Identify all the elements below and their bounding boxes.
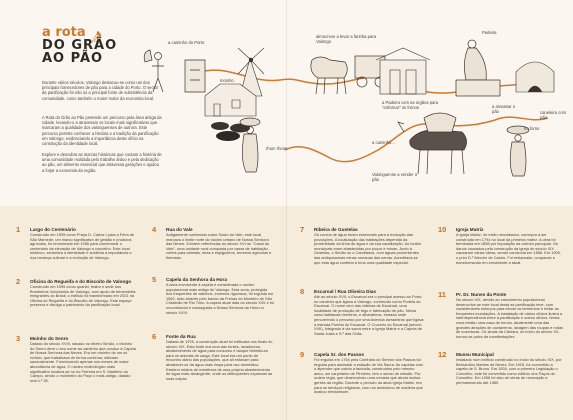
point-text-2: Construído em 1995 como quartel, teatro e sede dos Bombeiros Voluntários de Valongo, com apoio de benemérita emigrantes do Brasil, o edifício foi transformado em 2021 na Oficina do Regueifa e do Biscoito de Valongo. Este espaço preserva e divulga o património da panificação local. xyxy=(30,284,136,308)
label-valonguense: Valonguense a vender o pão xyxy=(372,172,418,183)
title-article: a xyxy=(42,25,56,40)
point-text-8: Até ao século XVII, o Escaroal era o principal acesso ao Porto, no caminho que ligava a Valongo, conhecido como Portela do Escaroal. O nome vem das videiras de Escaroal, uma localidade de produção de trigo e fabricação de pão. Nesta zona habitavam ferreiros, e albardeiros, estrada onde percorrendo o percurso por uma Avenida lavradeiras que ligava a estrada Portela do Escaroal. O Cruzeiro do Escaroal (século XVII), integrado à via sacra entre a Igreja Matriz e a Capela de Santa Justa e S.º das Chãs. xyxy=(314,294,424,336)
point-title-9: Capela Sr. dos Passos xyxy=(314,352,365,357)
label-almocreve: almocreve a levar a farinha para Valongo xyxy=(316,34,377,45)
label-rhom: rhom rhom! xyxy=(266,146,288,151)
padeira-illustration xyxy=(456,40,500,96)
horse-cart-illustration xyxy=(311,56,385,94)
bakery-building-illustration xyxy=(376,48,430,94)
label-moinho: moinho xyxy=(220,78,234,83)
point-number-12: 12 xyxy=(438,350,447,359)
point-text-4: Antigamente conhecida como Souto do Vale, este local marcava o limite norte do núcleo urbano de Nossa Senhora das Neves. Existem referências do século XVI ao "Casal do Vale", uma unidade rural composta por casas de habitação, cortes para animais, eiras e espigueiros, terrenos agrícolas e florestas. xyxy=(166,232,272,260)
point-number-7: 7 xyxy=(300,225,305,234)
point-number-2: 2 xyxy=(16,277,21,286)
point-title-2: Oficina do Regueifa e do Biscoito de Valongo xyxy=(30,279,132,284)
point-text-10: A Igreja Matriz, de estilo neoclássico, começou a ser construída em 1794 no local da primeira matriz. A obra foi terminada em 1858 por imposição da colecta paroquial. Os danos causados pela construção da igreja do século XIX causaram várias obras, sendo concluída em 1856. Em 1905, o prior D.º Alecrim de Castro. Foi restaurado, ocupando e transformando em envolvente a atual. xyxy=(456,232,561,265)
route-title xyxy=(42,26,117,65)
point-title-10: Igreja Matriz xyxy=(456,227,484,232)
point-text-12: Instalado num edifício construído no início do século XIX, por Bernardino Martins de Neves. Em 1925, foi convertido a capela de S. Bruno. Em 1834, com a primeira Legislação o Concelho, este foi convertido como edifício dos Paços do Concelho. Em 1956 foi alvo de obras de renovação e permanecendo até 1989. xyxy=(456,357,562,385)
point-number-10: 10 xyxy=(438,225,447,234)
point-title-7: Ribeira de Gustelas xyxy=(314,227,358,232)
title-rota: rota xyxy=(55,25,86,40)
label-amassar: a amassar o pão xyxy=(492,104,516,115)
point-title-3: Moinho do Senro xyxy=(30,336,69,341)
point-text-6: Datada de 1978, a construção atual foi edificada nos finais do século XIX. Esta fonte era uma das fontes, lavadouros, abastecimento de água para consumo e tanque bebedouro para os animais de carga. Este local era um ponto de encontro diário das populações, que ali estavam para abastecer-se da água mais limpa para uso doméstico. Existem relatos de existência de uma própria abastecimento de água mais abrangente, onde os delinquentes expiavam as suas culpas. xyxy=(166,339,273,381)
point-title-4: Rua do Vale xyxy=(166,227,193,232)
point-title-12: Museu Municipal xyxy=(456,352,494,357)
point-number-6: 6 xyxy=(152,332,157,341)
point-text-9: Foi erguida em 1754 pela Confraria do Senhor dos Passos foi erguida para assinalar a estação de Via Sacra. As capelas com o alpendre que cobria a fachada, construídos pelo mesmo autor, um carpinteiro de Pinheiro, tem o senso de missão. Por ordem régia, que desenvolveu uma romaria que atraía muitas gentes da região. Durante o período da atual Igreja Matriz, era para os serviços religiosos, com um acréscimo de madeira que acabou remanescer. xyxy=(314,357,424,395)
point-number-1: 1 xyxy=(16,225,21,234)
title-line3: AO PÃO xyxy=(42,51,104,66)
point-text-3: Datado do século XVIII, situado no ribeiro Simão, o Moinho do Senro deve o seu nome ao caminho que conduz à Capela de Nossa Senhora das Neves. Era um moinho de um só rodízio, que trabalhava de forma contínua, utilizado sazonalmente. Funcionando apenas nos meses de maior abundância de água. O núcleo molinológico mais significativo localiza-se no rio Ferreira em S. Martinho do Campo, sendo o moinheiro do Paço o mais antigo, datado real n.º 35. xyxy=(30,341,136,383)
point-number-5: 5 xyxy=(152,275,157,284)
intro-paragraph-1: Durante vários séculos, Valongo destacou-se como um dos principais fornecedores de pão para a cidade do Porto. O sector da panificação foi não só a principal fonte de subsistência da comunidade, como também o maior motor da economia local. xyxy=(42,80,159,101)
point-title-6: Fonte da Rua xyxy=(166,334,196,339)
label-caneleira: caneleira com pão xyxy=(540,110,567,121)
label-padeira: Padeira xyxy=(482,30,497,35)
intro-paragraph-3: Explore e descubra as marcas históricas que contam a história de uma comunidade moldada pelo trabalho árduo e pela dedicação ao pão, um alimento essencial que atravessa gerações e ajudou a forjar a economia da região. xyxy=(42,152,162,173)
intro-paragraph-2: A Rota do Grão ao Pão pretende um percurso pela área antiga da cidade, levando-o a atravessar os locais mais significativos que marcaram a qualidade dos valonguenses de outrora. Este percurso permite conhecer a história e a tradição da panificação em Valongo, evidenciando a importância deste ofício na construção da identidade local. xyxy=(42,115,162,147)
donkey-illustration xyxy=(398,113,467,174)
point-number-9: 9 xyxy=(300,350,305,359)
label-caminho: a caminho... xyxy=(372,140,395,145)
title-line2: DO GRÃO xyxy=(42,38,118,53)
point-number-3: 3 xyxy=(16,334,21,343)
oven-illustration xyxy=(516,62,554,92)
walking-woman-illustration xyxy=(507,126,529,176)
point-number-11: 11 xyxy=(438,290,446,299)
point-title-5: Capela da Senhora da Hora xyxy=(166,277,227,282)
label-padeira-forno: a Padeira com as orgãos para "enfornar" os fornos xyxy=(382,100,439,111)
point-text-7: Os cursos de água foram essenciais para a evolução das povoações. A localização das habitações dependia da proximidade da linha de água e da sua canalização. As fontes municipais eram abastecidas por poços e minas. Junto à Gustelas, o Simão ou o Cambados, com águas provenientes das antiquíssimas minas romanas das serras. Acreditava-se que esta água conferia à broa uma qualidade especial. xyxy=(314,232,421,265)
point-number-4: 4 xyxy=(152,225,157,234)
point-title-11: Pr. Dr. Nunes da Ponte xyxy=(456,292,507,297)
point-text-5: A área envolvente à capela é considerada o núcleo populacional mais antigo de Valongo. Esta zona, protegida dos frequentes de valinhos, invernos rigorosos, foi erguida em 1562, tudo através pelo bando da Freiras do Mosteiro de São Cristóvão de Rio Tinto. A capela atual data do século XVII e foi reconstruída e consagrada a Nossa Senhora da Hora no século XVIII. xyxy=(166,282,274,315)
point-text-11: No século XIX, devido ao crescimento populacional desenvolve-se este local desta as panificação teve, com consideráveis esforços para elevar os fermentos e evitar as frequentes inundações. A instalação de vários ofícios ilustra a interdependência entre a panificação e outros ofícios. Nesta zona existiu uma casa de fornos, atualmente uma das grandes atrações de cantareiros, lavagem das roupas e rodas de cozeduras. Os sinais da Câmara, no início do século XX, tornou-se palco de manifestações. xyxy=(456,297,564,339)
point-text-1: Construído em 1995 como Praça D. Carlos I para a Feira de São Mamede, um marco significativo de gestão e produtos agrícolas, foi renomeado em 1956 para comemorar o centenário da elevação de Valongo a concelho. Este local histórico, simboliza a identidade e sublinha a importância e rica herança cultural e a evolução de Valongo. xyxy=(30,232,135,260)
label-porto: a caminho do Porto xyxy=(168,40,205,45)
point-title-1: Largo do Centenário xyxy=(30,227,76,232)
point-number-8: 8 xyxy=(300,287,305,296)
point-title-8: Escaroal / Rua Oliveira Dias xyxy=(314,289,377,294)
label-forno: no forno xyxy=(524,126,540,131)
